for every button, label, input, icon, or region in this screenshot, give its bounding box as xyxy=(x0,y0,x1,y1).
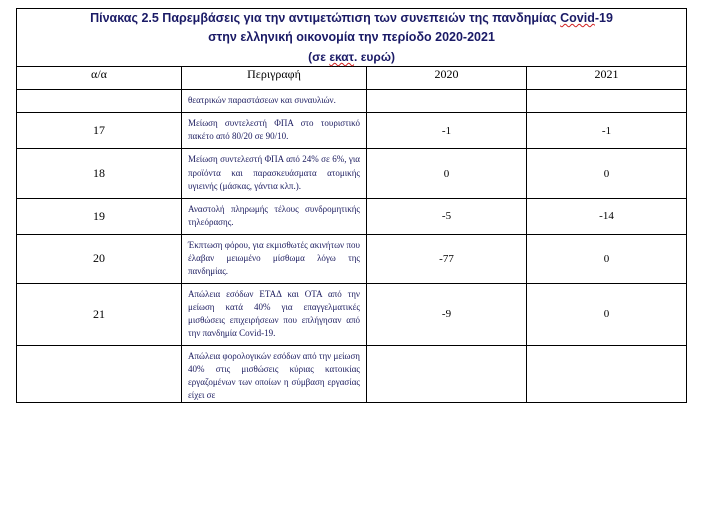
title-line-1-post: -19 xyxy=(594,11,613,25)
row-value-2021 xyxy=(527,90,687,113)
row-value-2021: 0 xyxy=(527,283,687,345)
row-value-2020 xyxy=(367,90,527,113)
column-header-2020: 2020 xyxy=(367,67,527,90)
table-header-row xyxy=(17,67,687,90)
row-value-2020: -5 xyxy=(367,198,527,234)
title-spellcheck-covid: Covid xyxy=(560,11,595,25)
title-line-3 xyxy=(17,48,686,67)
table-row xyxy=(17,283,687,345)
title-line-1 xyxy=(17,9,686,28)
table-title-row xyxy=(17,9,687,67)
table-row xyxy=(17,113,687,149)
row-description: Μείωση συντελεστή ΦΠΑ στο τουριστικό πακέτο από 80/20 σε 90/10. xyxy=(182,113,367,149)
row-aa: 20 xyxy=(17,234,182,283)
title-line-2: στην ελληνική οικονομία την περίοδο 2020-2021 xyxy=(208,30,495,45)
table-row xyxy=(17,90,687,113)
table-row xyxy=(17,149,687,198)
title-line-3-pre: (σε xyxy=(308,49,330,64)
row-description: θεατρικών παραστάσεων και συναυλιών. xyxy=(182,90,367,113)
table-row xyxy=(17,234,687,283)
row-aa: 18 xyxy=(17,149,182,198)
row-value-2021: 0 xyxy=(527,149,687,198)
row-description: Απώλεια εσόδων ΕΤΑΔ και ΟΤΑ από την μείωση κατά 40% για επαγγελματικές μισθώσεις επιχειρήσεων που επλήγησαν από την πανδημία Covid-19. xyxy=(182,283,367,345)
row-aa: 17 xyxy=(17,113,182,149)
column-header-description: Περιγραφή xyxy=(182,67,367,90)
column-header-2021: 2021 xyxy=(527,67,687,90)
table-row xyxy=(17,346,687,403)
row-value-2021: -1 xyxy=(527,113,687,149)
row-value-2020 xyxy=(367,346,527,403)
row-aa xyxy=(17,346,182,403)
row-value-2020: -9 xyxy=(367,283,527,345)
row-description: Μείωση συντελεστή ΦΠΑ από 24% σε 6%, για προϊόντα και παρασκευάσματα ατομικής υγιεινής (μάσκας, γάντια κλπ.). xyxy=(182,149,367,198)
column-header-aa: α/α xyxy=(17,67,182,90)
row-value-2020: -1 xyxy=(367,113,527,149)
row-value-2020: -77 xyxy=(367,234,527,283)
row-aa: 19 xyxy=(17,198,182,234)
row-aa xyxy=(17,90,182,113)
row-value-2021: 0 xyxy=(527,234,687,283)
interventions-table xyxy=(16,8,687,403)
title-line-3-post: . ευρώ) xyxy=(354,49,395,64)
table-title-cell xyxy=(17,9,687,67)
row-description: Απώλεια φορολογικών εσόδων από την μείωση 40% στις μισθώσεις κύριας κατοικίας εργαζομένων των οποίων η σύμβαση εργασίας είχει σε xyxy=(182,346,367,403)
title-spellcheck-ekat: εκατ xyxy=(329,49,355,64)
title-line-1-pre: Πίνακας 2.5 Παρεμβάσεις για την αντιμετώπιση των συνεπειών της πανδημίας xyxy=(90,11,561,25)
row-description: Έκπτωση φόρου, για εκμισθωτές ακινήτων που έλαβαν μειωμένο μίσθωμα λόγω της πανδημίας. xyxy=(182,234,367,283)
row-aa: 21 xyxy=(17,283,182,345)
row-value-2021 xyxy=(527,346,687,403)
table-row xyxy=(17,198,687,234)
row-value-2020: 0 xyxy=(367,149,527,198)
row-description: Αναστολή πληρωμής τέλους συνδρομητικής τηλεόρασης. xyxy=(182,198,367,234)
row-value-2021: -14 xyxy=(527,198,687,234)
